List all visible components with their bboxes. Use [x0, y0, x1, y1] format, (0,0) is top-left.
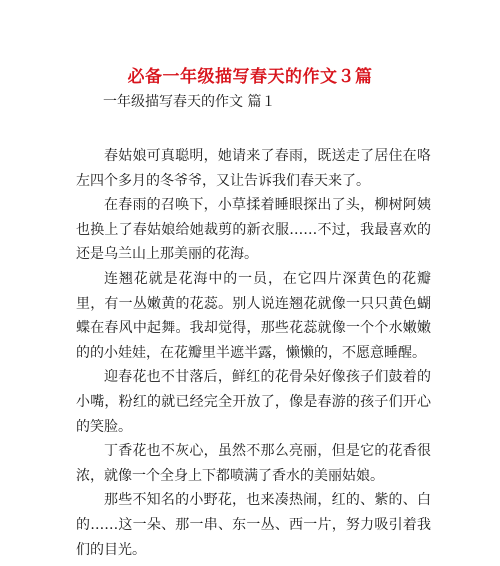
- paragraph: 丁香花也不灰心，虽然不那么亮丽，但是它的花香很浓，就像一个全身上下都喷满了香水的美丽姑娘。: [76, 443, 431, 484]
- paragraph: 那些不知名的小野花，也来凑热闹，红的、紫的、白的……这一朵、那一串、东一丛、西一片，努力吸引着我们的目光。: [76, 492, 431, 558]
- paragraph: 迎春花也不甘落后，鲜红的花骨朵好像孩子们鼓着的小嘴，粉红的就已经完全开放了，像是春游的孩子们开心的笑脸。: [76, 369, 431, 435]
- paragraph: 连翘花就是花海中的一员，在它四片深黄色的花瓣里，有一丛嫩黄的花蕊。别人说连翘花就像一只只黄色蝴蝶在春风中起舞。我却觉得，那些花蕊就像一个个水嫩嫩的的小娃娃，在花瓣里半遮半露，懒懒的，不愿意睡醒。: [76, 270, 431, 361]
- essay-body: [76, 144, 431, 562]
- document-title: 必备一年级描写春天的作文３篇: [127, 67, 373, 87]
- paragraph: 在春雨的召唤下，小草揉着睡眼探出了头，柳树阿姨也换上了春姑娘给她裁剪的新衣服……不过，我最喜欢的还是乌兰山上那美丽的花海。: [76, 197, 431, 263]
- paragraph: 春姑娘可真聪明，她请来了春雨，既送走了居住在咯左四个多月的冬爷爷，又让告诉我们春天来了。: [76, 148, 431, 189]
- essay-subtitle: 一年级描写春天的作文 篇１: [103, 94, 276, 110]
